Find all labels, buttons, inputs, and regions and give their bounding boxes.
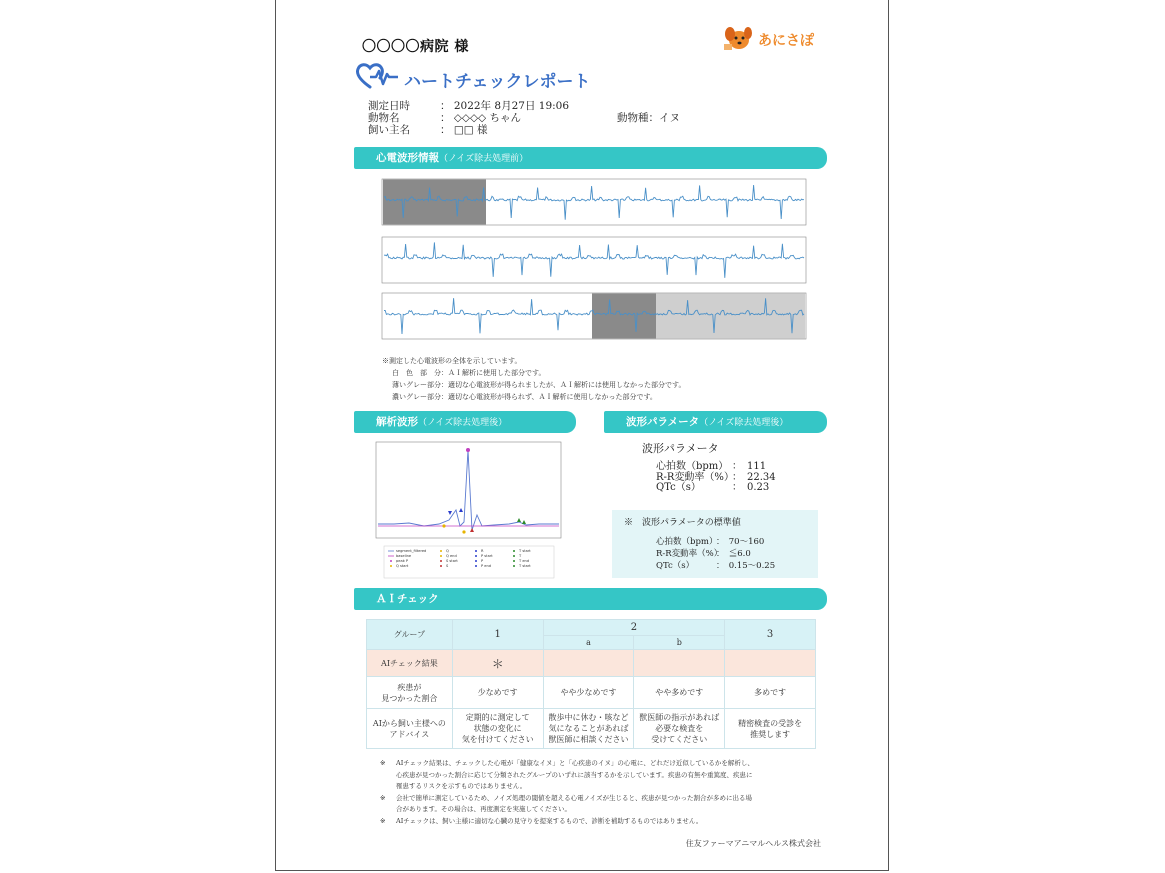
legend-item-11: P end (481, 564, 492, 568)
legend-item-12: T start (519, 549, 531, 553)
species-value: 動物種：イヌ (617, 112, 680, 124)
result-cell-3 (725, 650, 816, 677)
ai-check-table (366, 619, 816, 749)
measurement-info (368, 100, 788, 138)
brand-logo (722, 24, 832, 54)
ecg-section-title: 心電波形情報 (376, 152, 439, 164)
footnote-2a: 会社で簡単に測定しているため、ノイズ処理の閾値を超える心電ノイズが生じると、疾患が見つかった割合が多めに出る場 (396, 793, 752, 802)
legend-item-5: Q end (446, 554, 457, 558)
footnotes: ※ AIチェック結果は、チェックした心電が「健康なイヌ」と「心疾患のイヌ」の心電に、どれだけ近似しているかを解析し、 心疾患が見つかった割合に応じて分類されたグループのいずれに該当するかを示しています。疾患の有無や重篤度、疾患に 罹患するリスクを示すものではありません。 ※ 会社で簡単に測定しているため、ノイズ処理の閾値を超える心電ノイズが生じると、疾患が見つかった割合が多めに出る場 合があります。その場合は、再度測定を実施してください。 ※ AIチェックは、飼い主様に適切な心臓の見守りを提案するもので、診断を補助するものではありません。 (380, 758, 820, 827)
ecg-note-3: 薄いグレー部分：適切な心電波形が得られましたが、ＡＩ解析には使用しなかった部分です。 (392, 381, 686, 389)
ecg-strip-2 (368, 234, 808, 290)
std-qtc-value: ： 0.15～0.25 (716, 561, 776, 571)
legend-item-0: segment_filtered (396, 549, 427, 553)
std-rr-label: R-R変動率（%） (656, 549, 723, 559)
ai-section-title: ＡＩチェック (376, 593, 439, 605)
ecg-strip-3 (368, 290, 808, 346)
advice-1: 定期的に測定して 状態の変化に 気を付けてください (452, 709, 543, 749)
report-page (275, 0, 889, 871)
ecg-note-2: 白 色 部 分：ＡＩ解析に使用した部分です。 (392, 369, 546, 377)
report-title: ハートチェックレポート (404, 72, 591, 92)
ecg-note-1: ※測定した心電波形の全体を示しています。 (382, 357, 522, 365)
std-rr-value: ： ≦6.0 (716, 549, 751, 559)
analysis-section-sub: （ノイズ除去処理後） (418, 418, 508, 428)
params-section-header (604, 411, 827, 433)
report-title-row (356, 62, 656, 92)
table-header-group-2a: a (543, 636, 634, 650)
result-cell-2a (543, 650, 634, 677)
param-hr-value: ： 111 (732, 461, 767, 472)
table-header-group-3: 3 (725, 620, 816, 650)
legend-item-3: Q start (396, 564, 409, 568)
dog-logo-icon (722, 24, 754, 52)
ecg-strip-1 (368, 176, 808, 232)
std-hr-label: 心拍数（bpm） (656, 537, 718, 547)
legend-item-8: R (481, 549, 484, 553)
params-heading: 波形パラメータ (642, 442, 719, 455)
brand-logo-text: あにさぽ (758, 33, 814, 49)
standard-values-box (612, 510, 818, 578)
ratio-2b: やや多めです (634, 677, 725, 709)
footnote-3: AIチェックは、飼い主様に適切な心臓の見守りを提案するもので、診断を補助するものではありません。 (396, 816, 703, 825)
std-qtc-label: QTc（s） (656, 561, 695, 571)
params-list (656, 462, 836, 494)
ratio-3: 多めです (725, 677, 816, 709)
ecg-note-4: 濃いグレー部分：適切な心電波形が得られず、ＡＩ解析に使用しなかった部分です。 (392, 393, 657, 401)
advice-2b: 獣医師の指示があれば 必要な検査を 受けてください (634, 709, 725, 749)
hospital-name: 〇〇〇〇病院 様 (362, 39, 469, 55)
footnote-2b: 合があります。その場合は、再度測定を実施してください。 (396, 805, 571, 813)
ai-section-header (354, 588, 827, 610)
table-header-group: グループ (367, 620, 453, 650)
legend-item-13: T (519, 554, 522, 558)
company-name: 住友ファーマアニマルヘルス株式会社 (685, 839, 821, 848)
footnote-1a: AIチェック結果は、チェックした心電が「健康なイヌ」と「心疾患のイヌ」の心電に、どれだけ近似しているかを解析し、 (396, 759, 754, 767)
heart-pulse-icon (356, 62, 400, 90)
ecg-notes (382, 355, 822, 403)
ecg-section-sub: （ノイズ除去処理前） (439, 154, 529, 164)
param-hr-label: 心拍数（bpm） (656, 461, 729, 472)
legend-item-1: baseline (396, 554, 412, 558)
footnote-1b: 心疾患が見つかった割合に応じて分類されたグループのいずれに該当するかを示しています。疾患の有無や重篤度、疾患に (396, 770, 753, 779)
date-value: ： 2022年 8月27日 19:06 (440, 100, 570, 112)
legend-item-6: S start (446, 559, 458, 563)
ratio-label: 疾患が 見つかった割合 (367, 677, 453, 709)
legend-item-14: T end (519, 559, 530, 563)
table-header-group-2b: b (634, 636, 725, 650)
ratio-1: 少なめです (452, 677, 543, 709)
analysis-section-title: 解析波形 (376, 416, 418, 428)
legend-item-4: Q (446, 549, 449, 553)
ratio-2a: やや少なめです (543, 677, 634, 709)
legend-item-9: P start (481, 554, 493, 558)
legend-item-2: peak P (396, 559, 409, 563)
animal-name-label: 動物名 (368, 112, 400, 124)
owner-value: ： □□ 様 (440, 124, 488, 136)
advice-2a: 散歩中に休む・咳など 気になることがあれば 獣医師に相談ください (543, 709, 634, 749)
result-mark: ＊ (452, 650, 543, 677)
params-section-title: 波形パラメータ (626, 416, 700, 428)
params-section-sub: （ノイズ除去処理後） (699, 418, 789, 428)
param-rr-label: R-R変動率（%） (656, 471, 734, 483)
ecg-section-header (354, 147, 827, 169)
param-rr-value: ： 22.34 (732, 471, 776, 483)
table-header-group-1: 1 (452, 620, 543, 650)
animal-name-value: ： ◇◇◇◇ ちゃん (440, 112, 521, 124)
footnote-1c: 罹患するリスクを示すものではありません。 (396, 782, 527, 790)
result-label: AIチェック結果 (367, 650, 453, 677)
analysis-waveform-chart (364, 440, 564, 580)
advice-3: 精密検査の受診を 推奨します (725, 709, 816, 749)
param-qtc-label: QTc（s） (656, 482, 701, 493)
analysis-section-header (354, 411, 576, 433)
legend-item-10: P (481, 559, 484, 563)
advice-label: AIから飼い主様への アドバイス (367, 709, 453, 749)
legend-item-7: S (446, 564, 449, 568)
std-hr-value: ： 70～160 (716, 537, 765, 547)
result-cell-2b (634, 650, 725, 677)
table-header-group-2: 2 (543, 620, 725, 636)
owner-label: 飼い主名 (368, 124, 410, 136)
date-label: 測定日時 (368, 100, 410, 112)
param-qtc-value: ： 0.23 (732, 482, 770, 493)
legend-item-15: T start (519, 564, 531, 568)
standard-heading: ※ 波形パラメータの標準値 (624, 518, 741, 528)
